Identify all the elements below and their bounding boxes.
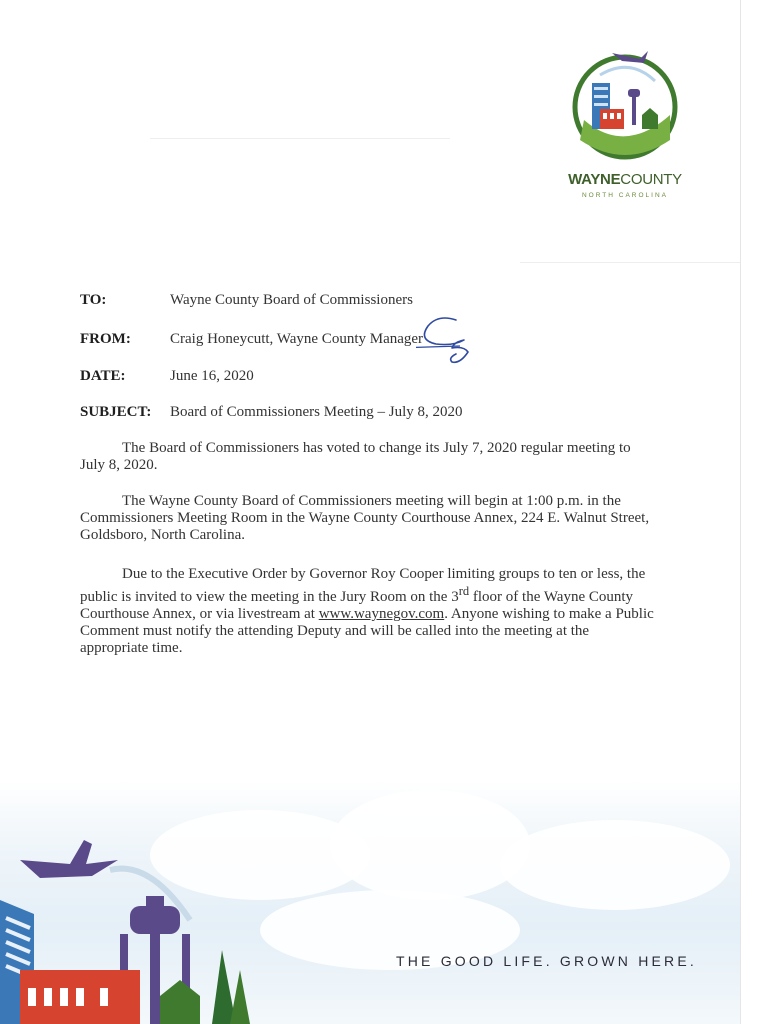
website-link[interactable]: www.waynegov.com: [318, 606, 445, 622]
cloud: [500, 820, 730, 910]
paragraph-3: [80, 566, 655, 657]
subject-label: SUBJECT:: [80, 404, 152, 420]
page-edge: [740, 0, 741, 1024]
scan-line: [520, 262, 740, 263]
county-seal-icon: [570, 45, 680, 175]
paragraph-3-text-c: . Anyone wishing to make a Public Comment must notify the attending Deputy and will be called into the meeting at the appropriate time.: [80, 606, 654, 656]
paragraph-1: [80, 440, 655, 474]
from-label: FROM:: [80, 331, 131, 347]
paragraph-1-text: The Board of Commissioners has voted to change its July 7, 2020 regular meeting to July 8, 2020.: [80, 440, 631, 473]
date-label: DATE:: [80, 368, 126, 384]
memo-from-row: [80, 331, 423, 348]
paragraph-2-text: The Wayne County Board of Commissioners meeting will begin at 1:00 p.m. in the Commissioners Meeting Room in the Wayne County Courthouse Annex, 224 E. Walnut Street, Goldsboro, North Carolina.: [80, 493, 650, 543]
memo-subject-row: [80, 404, 463, 421]
logo-brand-bold: WAYNE: [568, 171, 621, 188]
logo-subtitle: NORTH CAROLINA: [581, 192, 669, 199]
from-value: Craig Honeycutt, Wayne County Manager: [170, 331, 424, 347]
to-value: Wayne County Board of Commissioners: [170, 292, 413, 308]
paragraph-3-text-b: floor of the Wayne County Courthouse Annex, or via livestream at: [80, 589, 634, 622]
logo-brand-light: COUNTY: [620, 171, 682, 188]
wayne-county-logo: [560, 45, 690, 220]
paragraph-2: [80, 493, 655, 544]
county-skyline-illustration: [0, 820, 250, 1024]
to-label: TO:: [80, 292, 107, 308]
memo-date-row: [80, 368, 254, 385]
paragraph-3-text-a: Due to the Executive Order by Governor Roy Cooper limiting groups to ten or less, the public is invited to view the meeting in the Jury Room on the 3: [80, 566, 646, 605]
scan-line: [150, 138, 450, 139]
date-value: June 16, 2020: [170, 368, 254, 384]
ordinal-suffix: rd: [458, 584, 470, 598]
cloud: [330, 790, 530, 900]
footer-tagline: THE GOOD LIFE. GROWN HERE.: [396, 953, 697, 969]
logo-wordmark: [560, 171, 690, 188]
subject-value: Board of Commissioners Meeting – July 8, 2020: [170, 404, 463, 420]
handwritten-initials-signature: [416, 312, 496, 372]
memo-to-row: [80, 292, 413, 309]
